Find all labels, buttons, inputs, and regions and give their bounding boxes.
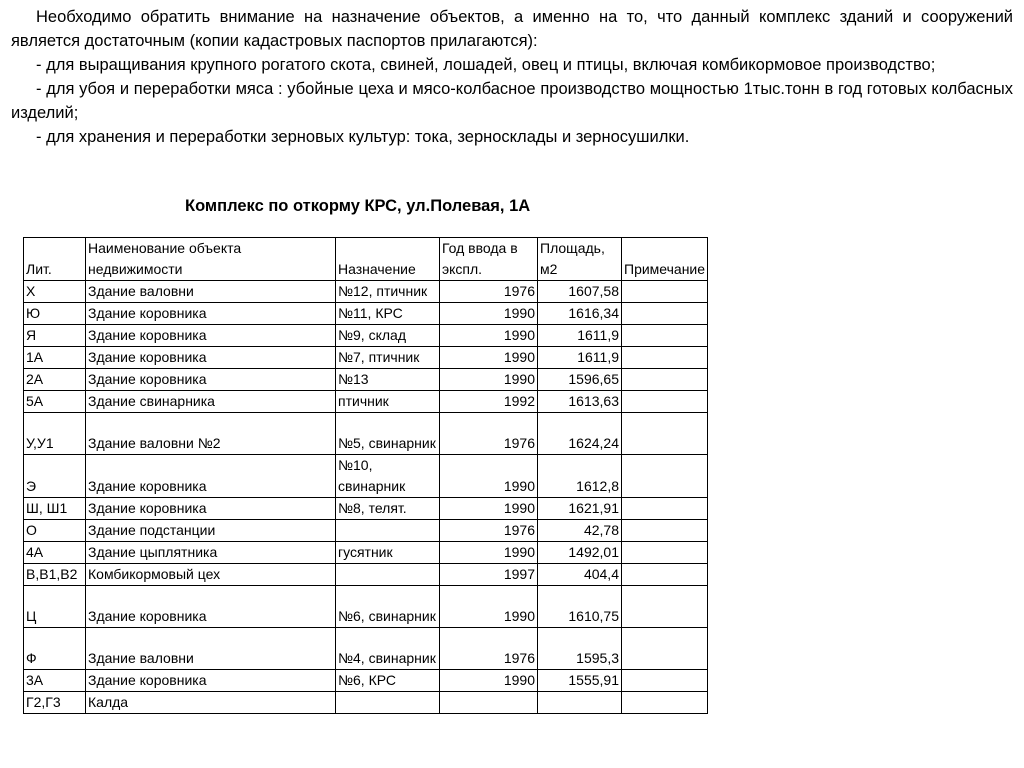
cell-name: Здание коровника — [86, 303, 336, 325]
cell-area: 1596,65 — [538, 369, 622, 391]
cell-name: Здание коровника — [86, 498, 336, 520]
intro-paragraph: - для убоя и переработки мяса : убойные цеха и мясо-колбасное производство мощностью 1тыс.тонн в год готовых колбасных изделий; — [11, 80, 1013, 122]
cell-lit: 3А — [24, 670, 86, 692]
cell-name: Здание свинарника — [86, 391, 336, 413]
cell-year: 1990 — [440, 670, 538, 692]
table-body — [24, 281, 708, 714]
cell-purpose: №9, склад — [336, 325, 440, 347]
cell-name: Здание валовни №2 — [86, 413, 336, 455]
cell-name: Здание коровника — [86, 325, 336, 347]
cell-lit: Х — [24, 281, 86, 303]
cell-purpose: №10, свинарник — [336, 455, 440, 498]
cell-purpose: №8, телят. — [336, 498, 440, 520]
cell-area: 1595,3 — [538, 628, 622, 670]
cell-year: 1990 — [440, 347, 538, 369]
cell-area: 1611,9 — [538, 325, 622, 347]
table-row — [24, 520, 708, 542]
cell-lit: Я — [24, 325, 86, 347]
table-row — [24, 303, 708, 325]
cell-purpose — [336, 564, 440, 586]
cell-name: Здание подстанции — [86, 520, 336, 542]
table-row — [24, 542, 708, 564]
cell-year: 1990 — [440, 586, 538, 628]
cell-purpose: №7, птичник — [336, 347, 440, 369]
cell-note — [622, 455, 708, 498]
cell-name: Здание коровника — [86, 670, 336, 692]
cell-year: 1990 — [440, 455, 538, 498]
header-area: Площадь, м2 — [538, 238, 622, 281]
header-year: Год ввода в экспл. — [440, 238, 538, 281]
cell-purpose: №5, свинарник — [336, 413, 440, 455]
table-row — [24, 564, 708, 586]
cell-name: Комбикормовый цех — [86, 564, 336, 586]
cell-year: 1990 — [440, 303, 538, 325]
cell-note — [622, 586, 708, 628]
cell-year: 1990 — [440, 325, 538, 347]
cell-purpose: №12, птичник — [336, 281, 440, 303]
cell-note — [622, 628, 708, 670]
cell-lit: Ю — [24, 303, 86, 325]
header-purpose: Назначение — [336, 238, 440, 281]
table-row — [24, 391, 708, 413]
cell-note — [622, 564, 708, 586]
cell-year: 1990 — [440, 369, 538, 391]
cell-year: 1997 — [440, 564, 538, 586]
table-row — [24, 281, 708, 303]
header-lit: Лит. — [24, 238, 86, 281]
table-title: Комплекс по откорму КРС, ул.Полевая, 1А — [185, 197, 531, 215]
cell-purpose: №6, свинарник — [336, 586, 440, 628]
cell-note — [622, 413, 708, 455]
table-row — [24, 325, 708, 347]
cell-note — [622, 670, 708, 692]
cell-note — [622, 325, 708, 347]
intro-paragraph: - для хранения и переработки зерновых культур: тока, зерносклады и зерносушилки. — [36, 128, 690, 146]
cell-area: 404,4 — [538, 564, 622, 586]
header-name: Наименование объекта недвижимости — [86, 238, 336, 281]
cell-lit: Ф — [24, 628, 86, 670]
cell-lit: У,У1 — [24, 413, 86, 455]
cell-year: 1992 — [440, 391, 538, 413]
cell-year — [440, 692, 538, 714]
cell-year: 1976 — [440, 520, 538, 542]
cell-year: 1976 — [440, 413, 538, 455]
cell-note — [622, 542, 708, 564]
intro-text — [11, 5, 1013, 149]
table-row — [24, 628, 708, 670]
intro-paragraph: - для выращивания крупного рогатого скота, свиней, лошадей, овец и птицы, включая комбикормовое производство; — [36, 56, 936, 74]
table-row — [24, 455, 708, 498]
cell-area: 1555,91 — [538, 670, 622, 692]
table-row — [24, 347, 708, 369]
cell-lit: О — [24, 520, 86, 542]
table-row — [24, 498, 708, 520]
cell-lit: Г2,Г3 — [24, 692, 86, 714]
cell-lit: Ш, Ш1 — [24, 498, 86, 520]
cell-area: 1613,63 — [538, 391, 622, 413]
cell-note — [622, 281, 708, 303]
cell-name: Здание валовни — [86, 281, 336, 303]
cell-purpose — [336, 520, 440, 542]
cell-lit: Ц — [24, 586, 86, 628]
cell-lit: 2А — [24, 369, 86, 391]
cell-purpose — [336, 692, 440, 714]
cell-lit: 5А — [24, 391, 86, 413]
cell-note — [622, 692, 708, 714]
cell-purpose: №6, КРС — [336, 670, 440, 692]
cell-year: 1976 — [440, 628, 538, 670]
cell-note — [622, 303, 708, 325]
table-row — [24, 413, 708, 455]
cell-name: Здание коровника — [86, 369, 336, 391]
cell-lit: 1А — [24, 347, 86, 369]
cell-name: Здание коровника — [86, 347, 336, 369]
cell-note — [622, 391, 708, 413]
intro-paragraph: Необходимо обратить внимание на назначение объектов, а именно на то, что данный комплекс зданий и сооружений является достаточным (копии кадастровых паспортов прилагаются): — [11, 8, 1013, 50]
cell-lit: В,В1,В2 — [24, 564, 86, 586]
property-table — [23, 237, 708, 714]
cell-area: 42,78 — [538, 520, 622, 542]
cell-year: 1990 — [440, 498, 538, 520]
cell-area — [538, 692, 622, 714]
cell-area: 1610,75 — [538, 586, 622, 628]
cell-name: Здание валовни — [86, 628, 336, 670]
cell-purpose: птичник — [336, 391, 440, 413]
cell-area: 1621,91 — [538, 498, 622, 520]
table-header-row — [24, 238, 708, 281]
cell-purpose: №13 — [336, 369, 440, 391]
header-note: Примечание — [622, 238, 708, 281]
cell-note — [622, 520, 708, 542]
cell-area: 1612,8 — [538, 455, 622, 498]
cell-lit: Э — [24, 455, 86, 498]
table-row — [24, 670, 708, 692]
cell-area: 1611,9 — [538, 347, 622, 369]
cell-lit: 4А — [24, 542, 86, 564]
cell-area: 1492,01 — [538, 542, 622, 564]
cell-year: 1976 — [440, 281, 538, 303]
cell-area: 1616,34 — [538, 303, 622, 325]
cell-note — [622, 498, 708, 520]
table-row — [24, 369, 708, 391]
cell-name: Здание цыплятника — [86, 542, 336, 564]
cell-purpose: №4, свинарник — [336, 628, 440, 670]
cell-purpose: №11, КРС — [336, 303, 440, 325]
cell-name: Здание коровника — [86, 586, 336, 628]
cell-area: 1607,58 — [538, 281, 622, 303]
cell-purpose: гусятник — [336, 542, 440, 564]
cell-name: Калда — [86, 692, 336, 714]
table-row — [24, 586, 708, 628]
cell-note — [622, 369, 708, 391]
cell-name: Здание коровника — [86, 455, 336, 498]
cell-area: 1624,24 — [538, 413, 622, 455]
cell-year: 1990 — [440, 542, 538, 564]
table-row — [24, 692, 708, 714]
cell-note — [622, 347, 708, 369]
